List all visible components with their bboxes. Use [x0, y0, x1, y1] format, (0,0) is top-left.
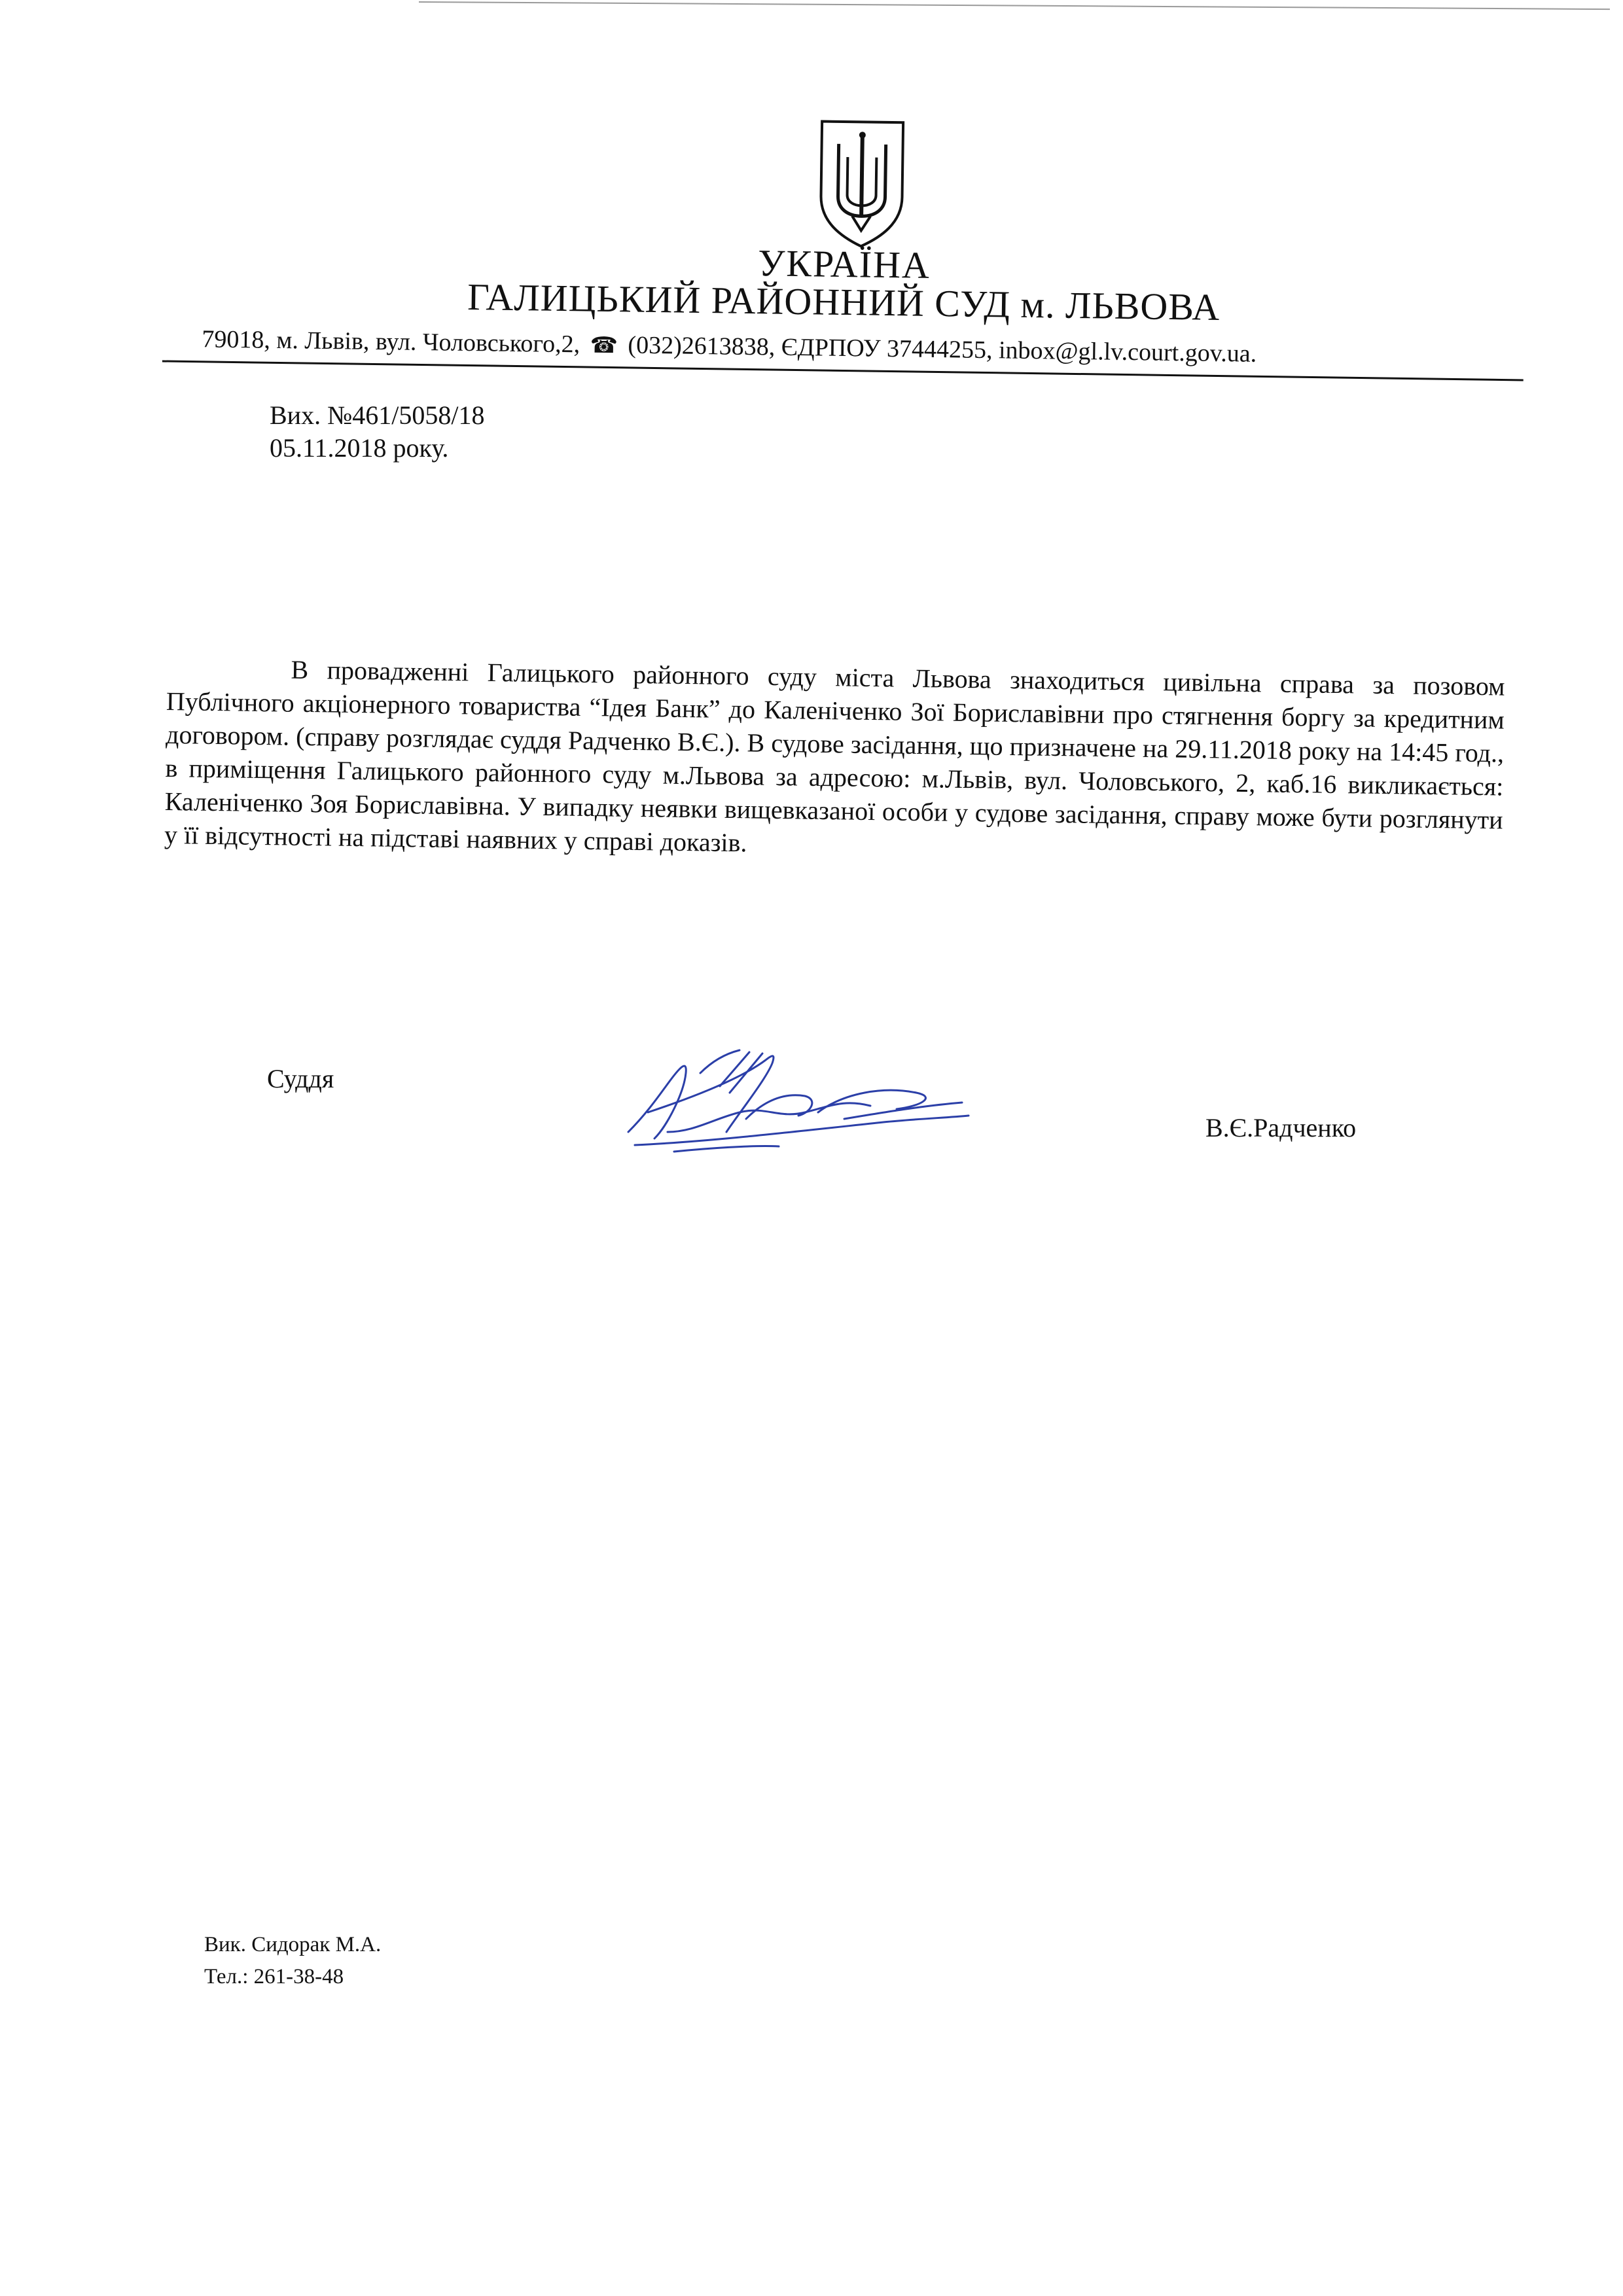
handwritten-signature — [609, 1034, 975, 1165]
country-title: УКРАЇНА — [757, 241, 931, 287]
court-address — [202, 325, 1257, 368]
court-name: ГАЛИЦЬКИЙ РАЙОННИЙ СУД м. ЛЬВОВА — [467, 275, 1221, 329]
letter-body — [164, 651, 1505, 870]
judge-name: В.Є.Радченко — [1205, 1113, 1357, 1142]
address-street: 79018, м. Львів, вул. Чоловського,2, — [202, 325, 580, 359]
telephone-icon: ☎ — [590, 333, 618, 359]
executor-info — [204, 1929, 381, 1993]
letterhead — [162, 102, 1527, 435]
outgoing-number: Вих. №461/5058/18 — [270, 400, 485, 430]
body-paragraph: В провадженні Галицького районного суду міста Львова знаходиться цивільна справа за позовом Публічного акціонерного товариства “Ідея Банк” до Каленіченко Зої Бориславівни про стягнення боргу за кредитним договором. (справу розглядає суддя Радченко В.Є.). В судове засідання, що призначене на 29.11.2018 року на 14:45 год., в приміщення Галицького районного суду м.Львова за адресою: м.Львів, вул. Чоловського, 2, каб.16 викликається: Каленіченко Зоя Бориславівна. У випадку неявки вищевказаної особи у судове засідання, справу може бути розглянути у її відсутності на підставі наявних у справі доказів. — [164, 654, 1505, 858]
address-contacts: (032)2613838, ЄДРПОУ 37444255, inbox@gl.lv.court.gov.ua. — [628, 331, 1257, 368]
executor-phone: Тел.: 261-38-48 — [204, 1965, 344, 1988]
header-divider — [162, 360, 1524, 381]
letter-date: 05.11.2018 року. — [270, 433, 449, 463]
coat-of-arms-icon — [815, 117, 908, 249]
letter-meta — [270, 399, 484, 465]
scan-edge-line — [419, 1, 1610, 10]
executor-name: Вик. Сидорак М.А. — [204, 1933, 382, 1956]
judge-title: Суддя — [267, 1064, 334, 1093]
